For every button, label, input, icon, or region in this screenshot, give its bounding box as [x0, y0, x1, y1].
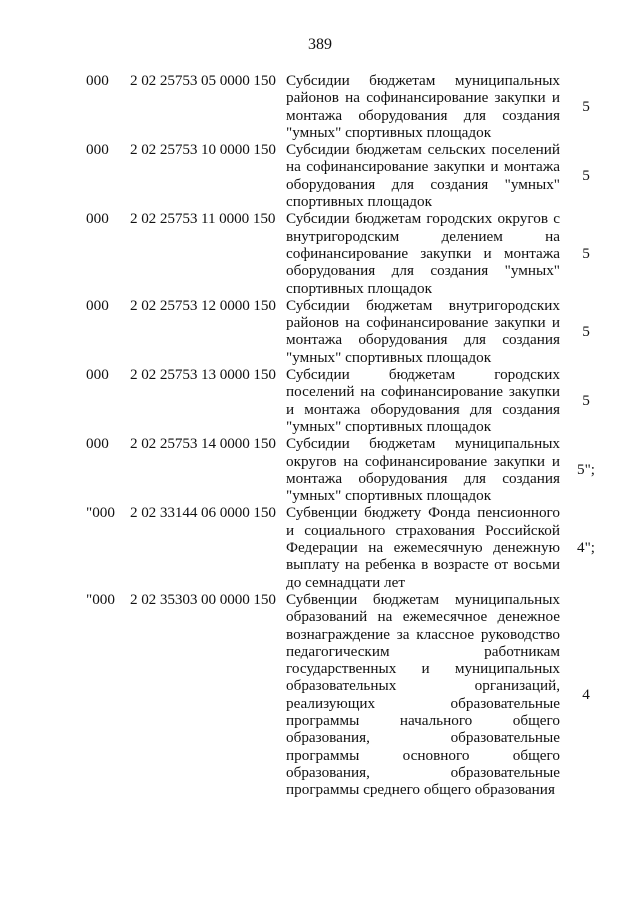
table-row: [86, 366, 606, 435]
revenue-name: Субсидии бюджетам городских округов с внутригородским делением на софинансирование закупки и монтажа оборудования для создания "умных" спортивных площадок: [286, 210, 560, 297]
admin-code: "000: [86, 590, 115, 608]
budget-classification-code: 2 02 25753 14 0000 150: [130, 435, 276, 453]
standard-value-cell: [562, 366, 606, 435]
table-row: [86, 141, 606, 210]
standard-value-cell: [562, 504, 606, 590]
admin-code: 000: [86, 141, 109, 159]
table-row: [86, 72, 606, 141]
revenue-name: Субсидии бюджетам городских поселений на софинансирование закупки и монтажа оборудования для создания "умных" спортивных площадок: [286, 366, 560, 435]
revenue-name: Субвенции бюджетам муниципальных образований на ежемесячное денежное вознаграждение за классное руководство педагогическим работникам государственных и муниципальных образовательных организаций, реализующих образовательные программы начального общего образования, образовательные программы основного общего образования, образовательные программы среднего общего образования: [286, 590, 560, 799]
admin-code: 000: [86, 366, 109, 384]
standard-value-cell: [562, 72, 606, 141]
admin-code: 000: [86, 435, 109, 453]
table-row: [86, 504, 606, 590]
standard-value: 5: [582, 391, 590, 409]
standard-value: 5: [582, 244, 590, 262]
table-row: [86, 297, 606, 366]
standard-value: 5: [582, 167, 590, 185]
standard-value: 4: [582, 686, 590, 704]
standard-value: 5: [582, 322, 590, 340]
standard-value-cell: [562, 435, 606, 504]
budget-classification-code: 2 02 25753 10 0000 150: [130, 141, 276, 159]
standard-value-cell: [562, 297, 606, 366]
standard-value-cell: [562, 591, 606, 799]
budget-classification-code: 2 02 25753 11 0000 150: [130, 210, 276, 228]
admin-code: 000: [86, 72, 109, 89]
revenue-name: Субсидии бюджетам внутригородских районов на софинансирование закупки и монтажа оборудования для создания "умных" спортивных площадок: [286, 296, 560, 366]
revenue-name: Субсидии бюджетам муниципальных районов на софинансирование закупки и монтажа оборудования для создания "умных" спортивных площадок: [286, 72, 560, 141]
standard-value: 5: [582, 97, 590, 115]
revenue-name: Субвенции бюджету Фонда пенсионного и социального страхования Российской Федерации на ежемесячную денежную выплату на ребенка в возрасте от восьми до семнадцати лет: [286, 504, 560, 591]
budget-classification-code: 2 02 33144 06 0000 150: [130, 504, 276, 522]
admin-code: 000: [86, 210, 109, 228]
standard-value: 5";: [576, 461, 595, 479]
standard-value: 4";: [576, 539, 595, 557]
standard-value-cell: [562, 141, 606, 210]
admin-code: 000: [86, 296, 109, 314]
revenue-name: Субсидии бюджетам сельских поселений на софинансирование закупки и монтажа оборудования для создания "умных" спортивных площадок: [286, 141, 560, 211]
admin-code: "000: [86, 504, 115, 522]
budget-classification-code: 2 02 35303 00 0000 150: [130, 590, 276, 608]
budget-classification-code: 2 02 25753 05 0000 150: [130, 72, 276, 89]
budget-codes-table: [86, 72, 606, 798]
table-row: [86, 210, 606, 296]
table-row: [86, 435, 606, 504]
table-row: [86, 591, 606, 799]
page-number: 389: [308, 36, 332, 53]
standard-value-cell: [562, 210, 606, 296]
budget-classification-code: 2 02 25753 13 0000 150: [130, 366, 276, 384]
budget-classification-code: 2 02 25753 12 0000 150: [130, 296, 276, 314]
revenue-name: Субсидии бюджетам муниципальных округов на софинансирование закупки и монтажа оборудования для создания "умных" спортивных площадок: [286, 435, 560, 505]
